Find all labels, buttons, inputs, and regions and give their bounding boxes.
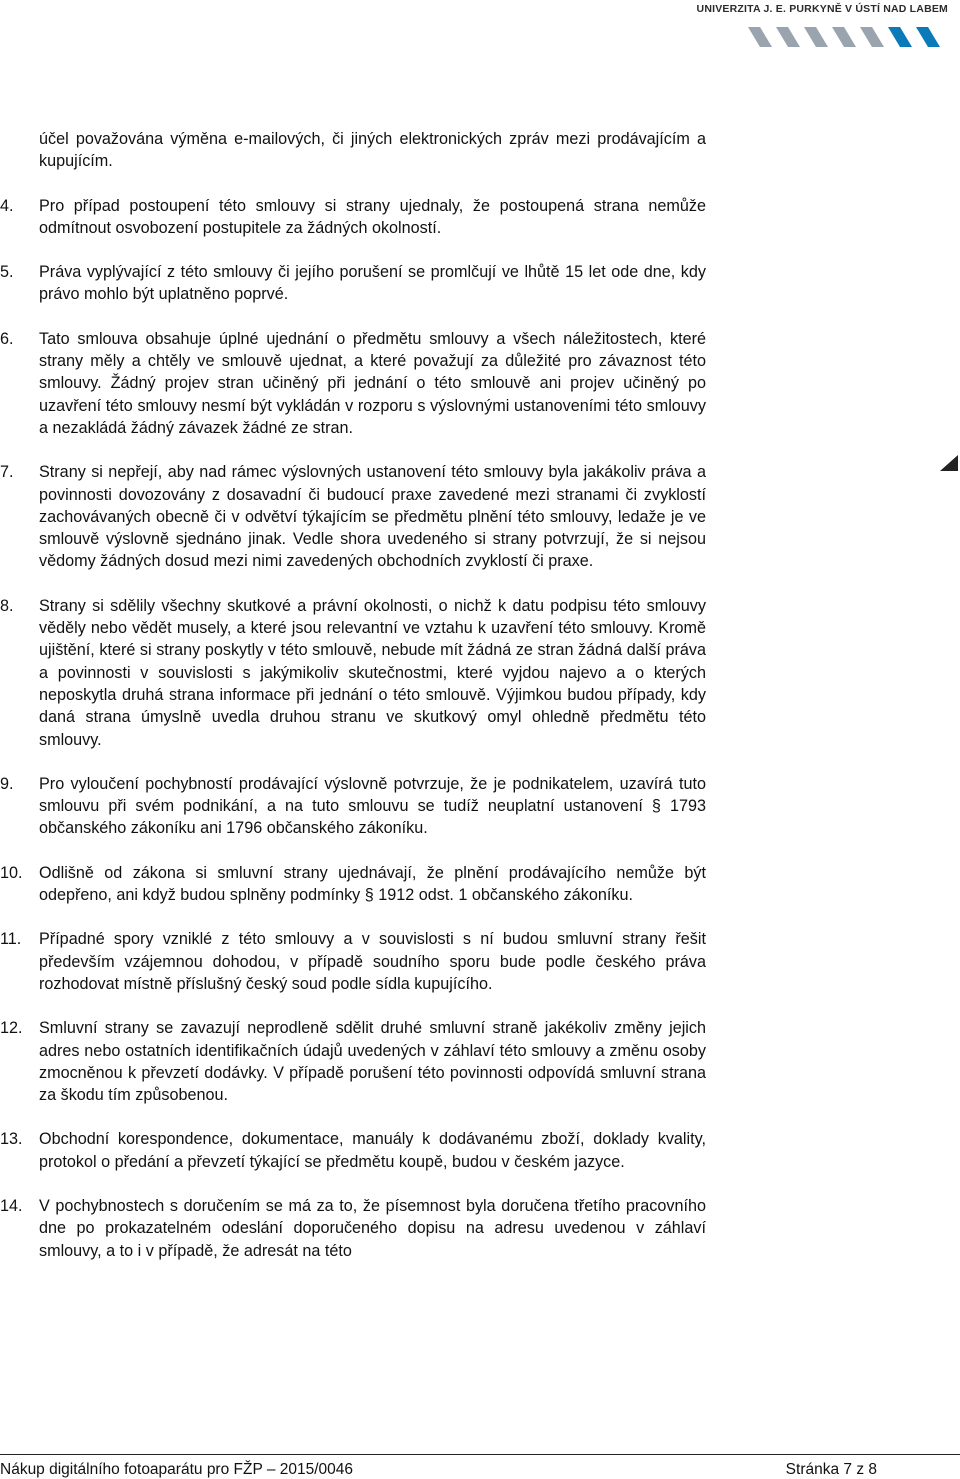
document-body bbox=[0, 128, 706, 1284]
list-item-text: Práva vyplývající z této smlouvy či jejího porušení se promlčují ve lhůtě 15 let ode dne, kdy právo mohlo být uplatněno poprvé. bbox=[39, 263, 706, 304]
list-item-text: Tato smlouva obsahuje úplné ujednání o předmětu smlouvy a všech náležitostech, které strany měly a chtěly ve smlouvě ujednat, a které považují za důležité pro závaznost této smlouvy. Žádný projev stran učiněný při jednání o této smlouvě ani projev učiněný po uzavření této smlouvy nesmí být vykládán v rozporu s výslovnými ustanoveními této smlouvy a nezakládá žádný závazek žádné ze stran. bbox=[39, 329, 706, 437]
list-item-number: 8. bbox=[0, 596, 14, 615]
logo-stripe bbox=[776, 27, 800, 47]
logo-stripe bbox=[804, 27, 828, 47]
footer-page-number: Stránka 7 z 8 bbox=[785, 1461, 877, 1478]
list-item-text: Případné spory vzniklé z této smlouvy a v souvislosti s ní budou smluvní strany řešit především vzájemnou dohodou, v případě soudního sporu bude podle českého práva rozhodovat místně příslušný český soud podle sídla kupujícího. bbox=[39, 930, 706, 993]
list-item bbox=[0, 862, 706, 907]
footer-document-title: Nákup digitálního fotoaparátu pro FŽP – 2015/0046 bbox=[0, 1461, 354, 1478]
list-item-number: 6. bbox=[0, 329, 14, 348]
list-item bbox=[0, 595, 706, 751]
list-item bbox=[0, 1017, 706, 1106]
list-item bbox=[0, 928, 706, 995]
list-item-number: 5. bbox=[0, 263, 14, 282]
list-item-text: Pro vyloučení pochybností prodávající výslovně potvrzuje, že je podnikatelem, uzavírá tuto smlouvu při svém podnikání, a na tuto smlouvu se tudíž neuplatní ustanovení § 1793 občanského zákoníku ani 1796 občanského zákoníku. bbox=[39, 774, 706, 838]
list-item-text: Smluvní strany se zavazují neprodleně sdělit druhé smluvní straně jakékoliv změny jejich adres nebo ostatních identifikačních údajů uvedených v záhlaví této smlouvy a změnu osoby zmocněnou k převzetí dodávky. V případě porušení této povinnosti odpovídá smluvní strana za škodu tím způsobenou. bbox=[39, 1019, 706, 1105]
list-item-number: 10. bbox=[0, 863, 23, 882]
list-item-text: V pochybnostech s doručením se má za to, že písemnost byla doručena třetího pracovního dne po prokazatelném odeslání doporučeného dopisu na adresu uvedenou v záhlaví smlouvy, a to i v případě, že adresát na této bbox=[39, 1196, 706, 1260]
list-item bbox=[0, 195, 706, 240]
list-item-number: 7. bbox=[0, 463, 14, 482]
footer-divider bbox=[0, 1454, 960, 1455]
list-item bbox=[0, 461, 706, 572]
list-item-number: 12. bbox=[0, 1019, 23, 1038]
list-item-number: 13. bbox=[0, 1130, 23, 1149]
list-item-number: 14. bbox=[0, 1196, 23, 1215]
corner-marker bbox=[940, 455, 958, 471]
list-item bbox=[0, 261, 706, 306]
logo-stripe bbox=[832, 27, 856, 47]
list-item-number: 11. bbox=[0, 930, 22, 949]
logo-stripe bbox=[916, 27, 940, 47]
logo-text: UNIVERZITA J. E. PURKYNĚ V ÚSTÍ NAD LABEM bbox=[696, 3, 948, 15]
list-item bbox=[0, 773, 706, 840]
list-item bbox=[0, 1128, 706, 1173]
logo-stripe bbox=[748, 27, 772, 47]
list-item-text: Strany si nepřejí, aby nad rámec výslovných ustanovení této smlouvy byla jakákoliv práva a povinnosti dovozovány z dosavadní či budoucí praxe zavedené mezi stranami či zvyklostí zachovávaných obecně či v odvětví týkajícím se předmětu plnění této smlouvy, ledaže je ve smlouvě výslovně sjednáno jinak. Vedle shora uvedeného si strany potvrzují, že si nejsou vědomy žádných dosud mezi nimi zavedených obchodních zvyklostí či praxe. bbox=[39, 463, 706, 571]
list-item-number: 4. bbox=[0, 196, 14, 215]
list-item-text: Pro případ postoupení této smlouvy si strany ujednaly, že postoupená strana nemůže odmítnout osvobození postupitele za žádných okolností. bbox=[39, 196, 706, 237]
numbered-list bbox=[0, 195, 706, 1262]
list-item bbox=[0, 1195, 706, 1262]
intro-paragraph: účel považována výměna e-mailových, či jiných elektronických zpráv mezi prodávajícím a kupujícím. bbox=[39, 130, 706, 171]
logo-stripe bbox=[860, 27, 884, 47]
list-item-text: Obchodní korespondence, dokumentace, manuály k dodávanému zboží, doklady kvality, protokol o předání a převzetí týkající se předmětu koupě, budou v českém jazyce. bbox=[39, 1130, 706, 1171]
list-item bbox=[0, 328, 706, 439]
logo-stripe bbox=[888, 27, 912, 47]
list-item-text: Strany si sdělily všechny skutkové a právní okolnosti, o nichž k datu podpisu této smlouvy věděly nebo vědět musely, a které jsou relevantní ve vztahu k uzavření této smlouvy. Kromě ujištění, které si strany poskytly v této smlouvě, nebude mít žádná ze stran žádná další práva a povinnosti v souvislosti s jakýmikoliv skutečnostmi, které vyjdou najevo a o kterých neposkytla druhá strana informace při jednání o této smlouvě. Výjimkou budou případy, kdy daná strana úmyslně uvedla druhou stranu ve skutkový omyl ohledně předmětu této smlouvy. bbox=[39, 596, 706, 749]
list-item-text: Odlišně od zákona si smluvní strany ujednávají, že plnění prodávajícího nemůže být odepřeno, ani když budou splněny podmínky § 1912 odst. 1 občanského zákoníku. bbox=[39, 863, 706, 905]
university-logo bbox=[696, 3, 948, 53]
list-item-number: 9. bbox=[0, 774, 14, 793]
logo-stripes-icon bbox=[728, 23, 948, 51]
